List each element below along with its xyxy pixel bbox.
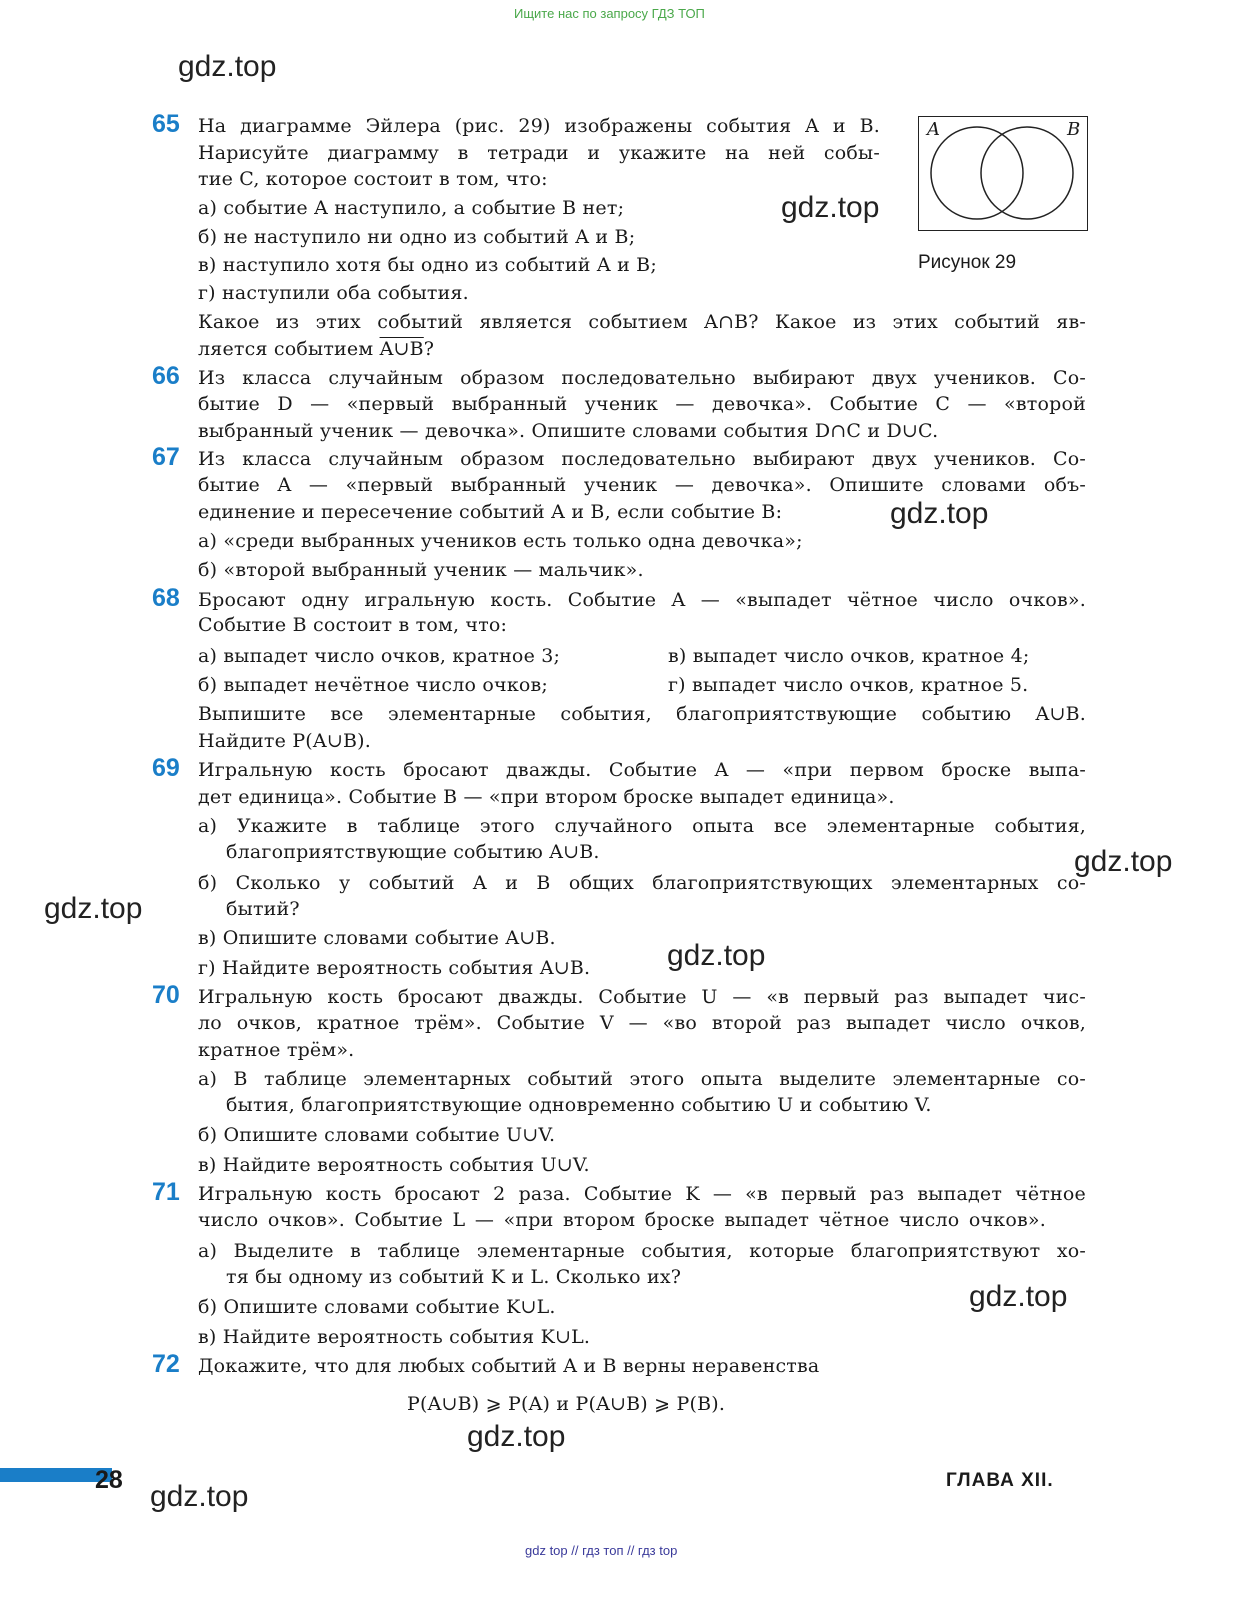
problem-number: 66 [152, 362, 180, 390]
problem-option: а) Выделите в таблице элементарные события, которые благоприятствуют хо- [198, 1240, 1086, 1262]
problem-question: Какое из этих событий является событием A∩B? Какое из этих событий яв- [198, 311, 1086, 333]
problem-question [198, 338, 434, 360]
problem-number: 70 [152, 981, 180, 1009]
problem-option: тя бы одному из событий K и L. Сколько их? [226, 1266, 682, 1288]
problem-option: б) Опишите словами событие U∪V. [198, 1124, 556, 1146]
watermark: gdz.top [467, 1420, 566, 1453]
problem-text: Событие B состоит в том, что: [198, 614, 508, 636]
set-label-b: B [1067, 119, 1081, 140]
problem-option: а) В таблице элементарных событий этого опыта выделите элементарные со- [198, 1068, 1086, 1090]
problem-text: Нарисуйте диаграмму в тетради и укажите на ней собы- [198, 142, 880, 164]
problem-text: Игральную кость бросают дважды. Событие A — «при первом броске выпа- [198, 759, 1086, 781]
problem-number: 69 [152, 754, 180, 782]
page-number: 28 [95, 1466, 123, 1494]
problem-text: бытие A — «первый выбранный ученик — девочка». Опишите словами объ- [198, 474, 1086, 496]
problem-text: единение и пересечение событий A и B, если событие B: [198, 501, 783, 523]
problem-text: Из класса случайным образом последовательно выбирают двух учеников. Со- [198, 367, 1086, 389]
problem-number: 65 [152, 110, 180, 138]
watermark: gdz.top [890, 497, 989, 530]
question-prefix: ляется событием [198, 338, 380, 360]
problem-option: в) Найдите вероятность события K∪L. [198, 1326, 591, 1348]
watermark: gdz.top [44, 892, 143, 925]
problem-text: Бросают одну игральную кость. Событие A — «выпадет чётное число очков». [198, 589, 1086, 611]
top-banner: Ищите нас по запросу ГДЗ ТОП [514, 6, 705, 21]
problem-number: 68 [152, 584, 180, 612]
problem-option: в) Найдите вероятность события U∪V. [198, 1154, 590, 1176]
problem-text: Из класса случайным образом последовательно выбирают двух учеников. Со- [198, 448, 1086, 470]
problem-text: число очков». Событие L — «при втором броске выпадет чётное число очков». [198, 1209, 1046, 1231]
problem-number: 72 [152, 1350, 180, 1378]
footer-links: gdz top // гдз топ // гдз top [525, 1543, 678, 1558]
problem-text: выбранный ученик — девочка». Опишите словами события D∩C и D∪C. [198, 420, 939, 442]
watermark: gdz.top [150, 1480, 249, 1513]
euler-circles [919, 117, 1086, 229]
question-suffix: ? [423, 338, 435, 360]
problem-option: благоприятствующие событию A∪B. [226, 841, 600, 863]
problem-option: г) наступили оба события. [198, 282, 469, 304]
problem-option: г) выпадет число очков, кратное 5. [668, 674, 1029, 696]
problem-option: бытия, благоприятствующие одновременно событию U и событию V. [226, 1094, 932, 1116]
problem-number: 71 [152, 1178, 180, 1206]
overlined-event: A∪B [379, 338, 424, 360]
watermark: gdz.top [969, 1280, 1068, 1313]
set-label-a: A [927, 119, 940, 140]
problem-number: 67 [152, 443, 180, 471]
problem-option: б) не наступило ни одно из событий A и B; [198, 226, 636, 248]
chapter-label: ГЛАВА XII. [946, 1470, 1054, 1491]
problem-option: в) Опишите словами событие A∪B. [198, 927, 556, 949]
watermark: gdz.top [781, 191, 880, 224]
watermark: gdz.top [667, 939, 766, 972]
problem-option: г) Найдите вероятность события A∪B. [198, 957, 591, 979]
problem-text: Выпишите все элементарные события, благоприятствующие событию A∪B. [198, 703, 1086, 725]
problem-text: Докажите, что для любых событий A и B верны неравенства [198, 1355, 820, 1377]
problem-option: в) наступило хотя бы одно из событий A и B; [198, 254, 657, 276]
problem-option: бытий? [226, 898, 300, 920]
problem-text: ло очков, кратное трём». Событие V — «во второй раз выпадет число очков, [198, 1012, 1086, 1034]
problem-text: кратное трём». [198, 1039, 355, 1061]
problem-option: б) выпадет нечётное число очков; [198, 674, 549, 696]
problem-option: б) Опишите словами событие K∪L. [198, 1296, 556, 1318]
watermark: gdz.top [1074, 845, 1173, 878]
problem-text: Найдите P(A∪B). [198, 730, 371, 752]
problem-formula: P(A∪B) ⩾ P(A) и P(A∪B) ⩾ P(B). [407, 1393, 726, 1415]
problem-option: в) выпадет число очков, кратное 4; [668, 645, 1030, 667]
problem-text: На диаграмме Эйлера (рис. 29) изображены события A и B. [198, 115, 880, 137]
figure-caption: Рисунок 29 [918, 252, 1017, 273]
problem-text: дет единица». Событие B — «при втором броске выпадет единица». [198, 786, 895, 808]
problem-option: а) Укажите в таблице этого случайного опыта все элементарные события, [198, 815, 1086, 837]
problem-option: б) Сколько у событий A и B общих благоприятствующих элементарных со- [198, 872, 1086, 894]
problem-option: а) выпадет число очков, кратное 3; [198, 645, 561, 667]
problem-option: а) событие A наступило, а событие B нет; [198, 197, 625, 219]
problem-text: бытие D — «первый выбранный ученик — девочка». Событие C — «второй [198, 393, 1086, 415]
problem-text: тие C, которое состоит в том, что: [198, 168, 548, 190]
watermark: gdz.top [178, 50, 277, 83]
euler-diagram [918, 116, 1088, 231]
problem-text: Игральную кость бросают 2 раза. Событие K — «в первый раз выпадет чётное [198, 1183, 1086, 1205]
problem-option: а) «среди выбранных учеников есть только одна девочка»; [198, 530, 803, 552]
problem-option: б) «второй выбранный ученик — мальчик». [198, 559, 644, 581]
problem-text: Игральную кость бросают дважды. Событие U — «в первый раз выпадет чис- [198, 986, 1086, 1008]
